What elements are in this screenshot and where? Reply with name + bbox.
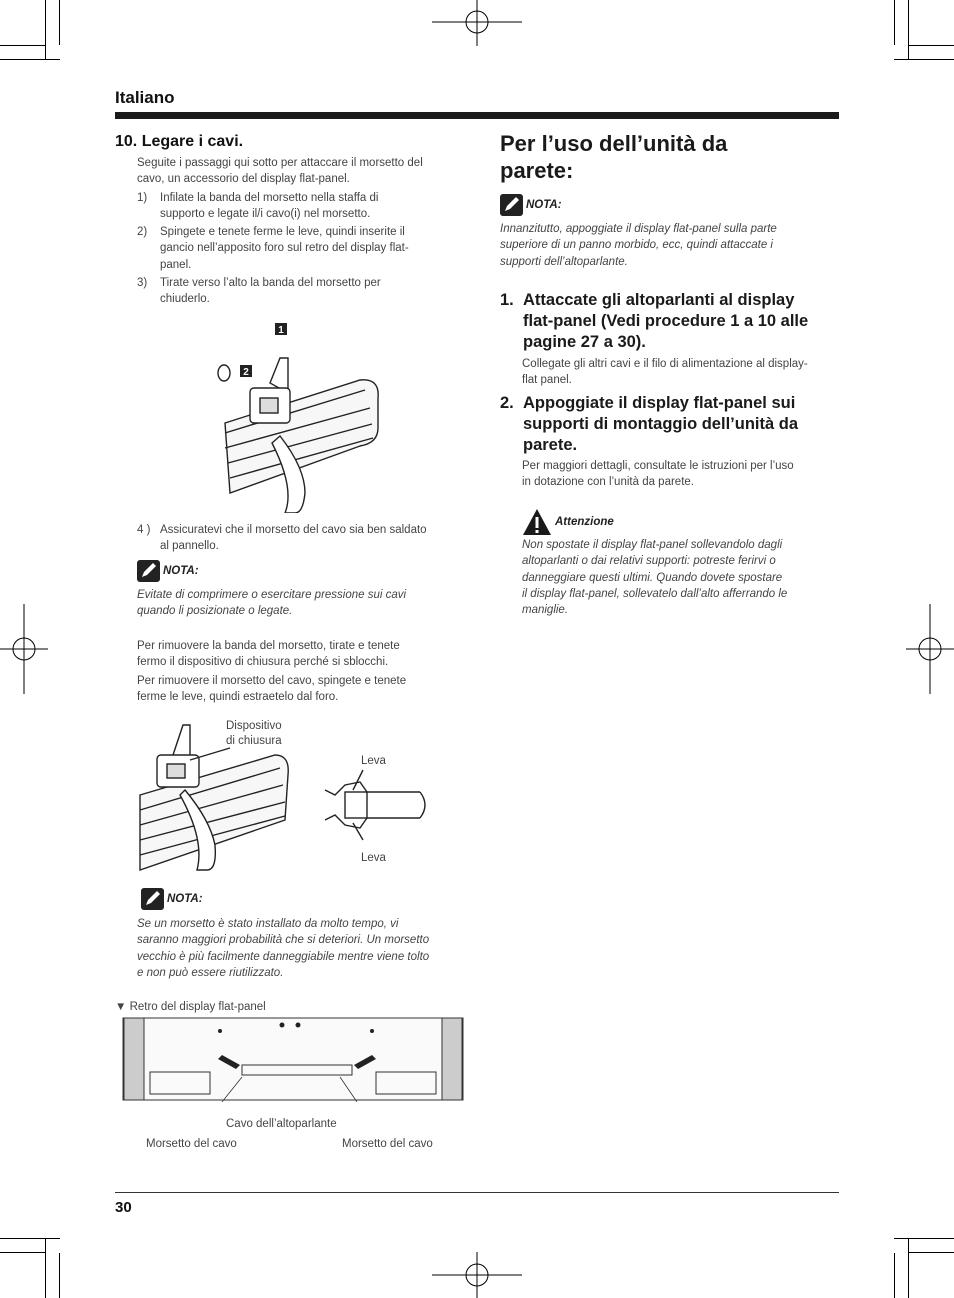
step-intro: Seguite i passaggi qui sotto per attaccare il morsetto del cavo, un accessorio del display flat-panel.: [137, 157, 423, 186]
caution-text: Non spostate il display flat-panel sollevandolo dagli altoparlanti o dai relativi supporti: potreste ferirvi o danneggiare questi ultimi. Quando dovete spostare il display flat-panel, sollevatelo dall’alto afferrando le maniglie.: [522, 539, 788, 617]
lock-device-label: Dispositivo di chiusura: [226, 720, 282, 747]
pencil-note-icon: [137, 560, 160, 582]
footer-rule: [115, 1192, 839, 1193]
remove-band-text: Per rimuovere la banda del morsetto, tirate e tenete fermo il dispositivo di chiusura perché si sblocchi.: [137, 640, 400, 669]
section-title: Per l’uso dell’unità da parete:: [500, 131, 728, 183]
step-title: Legare i cavi.: [141, 133, 244, 150]
caution-heading: Attenzione: [522, 508, 614, 536]
pencil-note-icon: [141, 888, 164, 910]
page-number: 30: [115, 1199, 132, 1216]
pencil-note-icon: [500, 194, 523, 216]
step-10-heading: [115, 133, 243, 151]
clamp-label-left: Morsetto del cavo: [146, 1138, 237, 1150]
step-number: 10.: [115, 133, 138, 150]
nota-text-1: Evitate di comprimere o esercitare pressione sui cavi quando li posizionate o legate.: [137, 589, 407, 618]
header-rule: [115, 112, 839, 119]
nota-heading: NOTA:: [137, 560, 199, 582]
list-item: 3) Tirate verso l’alto la banda del morsetto per chiuderlo.: [137, 277, 381, 306]
warning-icon: [522, 508, 552, 536]
clamp-label-right: Morsetto del cavo: [342, 1138, 433, 1150]
cable-clamp-figure-1: [210, 318, 390, 513]
speaker-cable-label: Cavo dell’altoparlante: [226, 1118, 337, 1130]
callout-2-label: 2: [243, 367, 249, 378]
list-item: 4 ) Assicuratevi che il morsetto del cavo sia ben saldato al pannello.: [137, 524, 427, 553]
step-2-body: Per maggiori dettagli, consultate le istruzioni per l’uso in dotazione con l’unità da parete.: [522, 460, 794, 489]
list-item: 2) Spingete e tenete ferme le leve, quindi inserite il gancio nell’apposito foro sul retro del display flat- panel.: [137, 226, 409, 271]
figure-caption: ▼ Retro del display flat-panel: [115, 1001, 266, 1013]
nota-text-2: Se un morsetto è stato installato da molto tempo, vi saranno maggiori probabilità che si deteriori. Un morsetto vecchio è più facilmente danneggiabile mentre viene tolto e non può essere riutilizzato.: [137, 918, 430, 979]
nota-heading: NOTA:: [500, 194, 562, 216]
nota-text-right: Innanzitutto, appoggiate il display flat-panel sulla parte superiore di un panno morbido, ecc, quindi attaccate i supporti dell’altoparlante.: [500, 223, 777, 268]
panel-back-figure: [122, 1017, 464, 1102]
step-2-heading: 2. Appoggiate il display flat-panel sui supporti di montaggio dell’unità da parete.: [500, 394, 798, 454]
lever-label-bottom: Leva: [361, 852, 386, 864]
callout-1-label: 1: [278, 325, 284, 336]
language-heading: Italiano: [115, 88, 175, 107]
remove-clamp-text: Per rimuovere il morsetto del cavo, spingete e tenete ferme le leve, quindi estraetelo dal foro.: [137, 675, 407, 704]
lever-label-top: Leva: [361, 755, 386, 767]
step-1-heading: 1. Attaccate gli altoparlanti al display flat-panel (Vedi procedure 1 a 10 alle pagine 27 a 30).: [500, 291, 809, 351]
list-item: 1) Infilate la banda del morsetto nella staffa di supporto e legate il/i cavo(i) nel morsetto.: [137, 192, 379, 221]
cable-clamp-figure-2: [135, 720, 440, 880]
step-1-body: Collegate gli altri cavi e il filo di alimentazione al display- flat panel.: [522, 358, 808, 387]
nota-heading: NOTA:: [141, 888, 203, 910]
